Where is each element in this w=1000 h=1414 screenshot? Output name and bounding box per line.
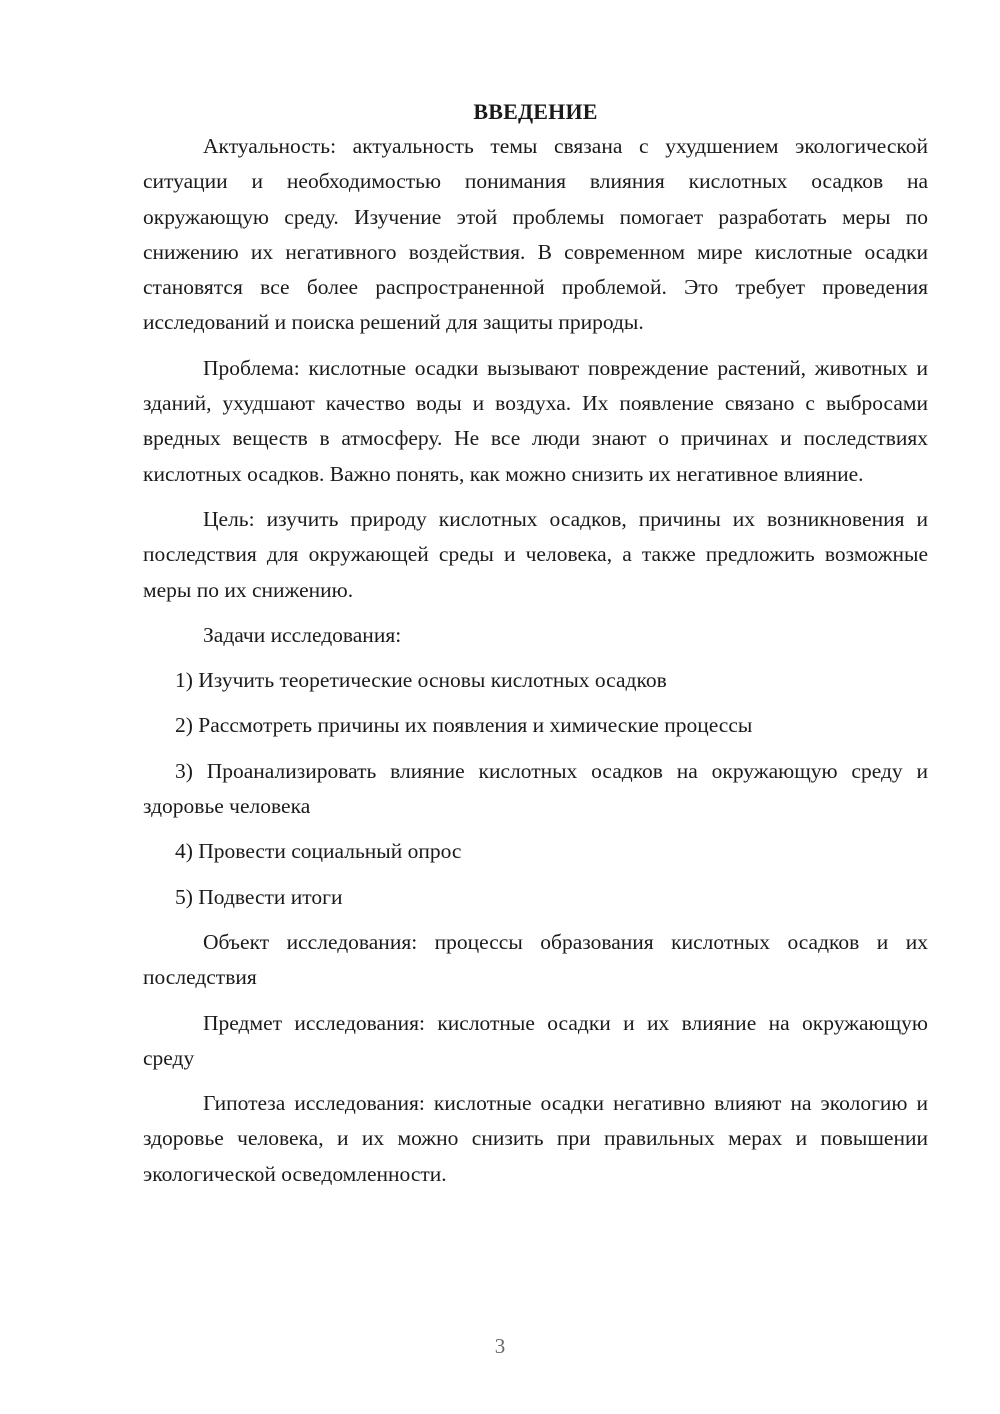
page-number: 3	[494, 1334, 506, 1358]
paragraph-problem: Проблема: кислотные осадки вызывают повреждение растений, животных и зданий, ухудшают качество воды и воздуха. Их появление связано с выбросами вредных веществ в атмосферу. Не все люди знают о причинах и последствиях кислотных осадков. Важно понять, как можно снизить их негативное влияние.	[143, 355, 928, 486]
list-item: 4) Провести социальный опрос	[175, 839, 462, 864]
paragraph-object: Объект исследования: процессы образования кислотных осадков и их последствия	[143, 929, 928, 990]
tasks-list	[143, 663, 928, 915]
list-item: 5) Подвести итоги	[175, 884, 343, 909]
list-item: 1) Изучить теоретические основы кислотных осадков	[175, 668, 667, 693]
list-item: 2) Рассмотреть причины их появления и химические процессы	[175, 713, 753, 738]
list-item: 3) Проанализировать влияние кислотных осадков на окружающую среду и здоровье человека	[143, 758, 928, 819]
paragraph-relevance: Актуальность: актуальность темы связана с ухудшением экологической ситуации и необходимостью понимания влияния кислотных осадков на окружающую среду. Изучение этой проблемы помогает разработать меры по снижению их негативного воздействия. В современном мире кислотные осадки становятся все более распространенной проблемой. Это требует проведения исследований и поиска решений для защиты природы.	[143, 134, 928, 335]
document-page	[143, 94, 928, 1202]
section-title: ВВЕДЕНИЕ	[473, 99, 598, 124]
paragraph-subject: Предмет исследования: кислотные осадки и их влияние на окружающую среду	[143, 1010, 928, 1070]
paragraph-hypothesis: Гипотеза исследования: кислотные осадки негативно влияют на экологию и здоровье человека, и их можно снизить при правильных мерах и повышении экологической осведомленности.	[143, 1091, 928, 1186]
paragraph-goal: Цель: изучить природу кислотных осадков, причины их возникновения и последствия для окружающей среды и человека, а также предложить возможные меры по их снижению.	[143, 506, 928, 602]
paragraph-tasks-heading: Задачи исследования:	[203, 622, 402, 647]
